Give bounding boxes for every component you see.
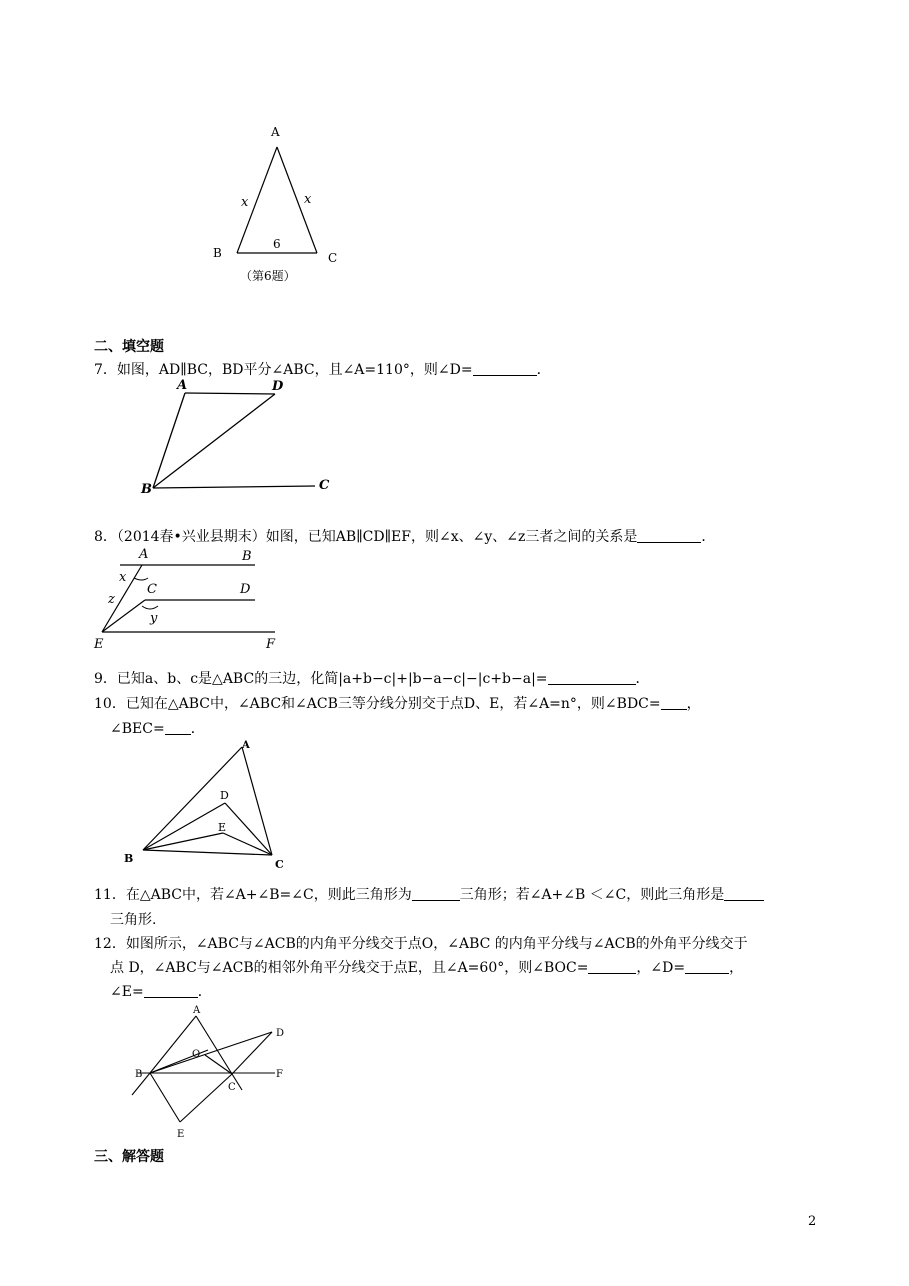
label-a: A: [193, 1005, 201, 1016]
figure-q10: [120, 735, 300, 875]
label-f: F: [276, 1069, 283, 1080]
label-x-right: x: [304, 192, 312, 207]
segment-co: [205, 1055, 232, 1074]
question-12-line2: 点 D，∠ABC与∠ACB的相邻外角平分线交于点E，且∠A=60°，则∠BOC= ，∠D= ，: [110, 960, 744, 976]
label-b: B: [242, 549, 252, 564]
segment-bd: [143, 803, 225, 850]
label-b: B: [135, 1069, 143, 1080]
figure-q8: [90, 542, 290, 654]
label-c: C: [228, 1082, 236, 1093]
q8-text: 8．（2014春•兴业县期末）如图，已知AB∥CD∥EF，则∠x、∠y、∠z三者之间的关系是: [94, 529, 638, 545]
q9-text: 9．已知a、b、c是△ABC的三边，化简|a+b−c|+|b−a−c|−|c+b−a|=: [94, 671, 548, 687]
label-b: B: [213, 246, 222, 260]
question-12-line3: ∠E= ．: [110, 984, 212, 1000]
q12-boc-blank[interactable]: [588, 959, 636, 974]
page-number: 2: [808, 1214, 817, 1229]
segment-ab: [153, 393, 185, 488]
q12-e-blank[interactable]: [144, 983, 198, 998]
label-c: C: [328, 251, 338, 265]
segment-ce: [180, 1074, 232, 1122]
section-title-solutions: 三、解答题: [94, 1149, 164, 1165]
label-a: A: [139, 547, 149, 562]
q10-bec-blank[interactable]: [165, 720, 191, 735]
question-7: 7．如图，AD∥BC，BD平分∠ABC，且∠A=110°，则∠D= ．: [94, 362, 551, 378]
segment-ce: [223, 833, 272, 855]
label-d: D: [276, 1028, 285, 1039]
segment-bc: [153, 486, 315, 488]
question-11-line1: 11．在△ABC中，若∠A+∠B=∠C，则此三角形为 三角形；若∠A+∠B ＜∠C，则此三角形是: [94, 885, 764, 905]
label-e: E: [218, 821, 227, 834]
q7-answer-blank[interactable]: [473, 361, 537, 376]
label-c: C: [275, 858, 284, 871]
segment-ac: [196, 1016, 232, 1074]
figure-q12: [120, 1000, 300, 1145]
segment-bd: [150, 1032, 272, 1073]
label-z: z: [108, 592, 115, 607]
label-e: E: [177, 1129, 185, 1140]
label-base: 6: [273, 237, 281, 251]
segment-be: [150, 1073, 180, 1122]
segment-bc: [143, 850, 272, 855]
q10-text: 10．已知在△ABC中，∠ABC和∠ACB三等分线分别交于点D、E，若∠A=n°，则∠BDC=: [94, 696, 661, 712]
label-a: A: [271, 125, 280, 139]
label-c: C: [147, 582, 157, 597]
question-10-line1: 10．已知在△ABC中，∠ABC和∠ACB三等分线分别交于点D、E，若∠A=n°，则∠BDC= ，: [94, 696, 701, 712]
label-b: B: [141, 482, 152, 497]
question-12-line1: 12．如图所示，∠ABC与∠ACB的内角平分线交于点O，∠ABC 的内角平分线与∠ACB的外角平分线交于: [94, 936, 748, 952]
q7-text: 7．如图，AD∥BC，BD平分∠ABC，且∠A=110°，则∠D=: [94, 362, 473, 378]
label-y: y: [150, 611, 158, 626]
q12-d-blank[interactable]: [685, 959, 729, 974]
label-d: D: [240, 582, 251, 597]
figure-q6: [200, 120, 360, 290]
label-f: F: [266, 637, 276, 652]
caption-q6: （第6题）: [240, 269, 296, 283]
label-c: C: [319, 478, 330, 493]
label-x-left: x: [241, 195, 249, 210]
label-e: E: [94, 637, 104, 652]
q10-bdc-blank[interactable]: [661, 695, 687, 710]
question-10-line2: ∠BEC= ．: [110, 721, 205, 737]
angle-y-arc: [142, 606, 158, 609]
label-a: A: [242, 740, 250, 751]
label-d: D: [272, 379, 284, 394]
question-9: 9．已知a、b、c是△ABC的三边，化简|a+b−c|+|b−a−c|−|c+b−a|= ．: [94, 671, 650, 687]
q11-blank-2[interactable]: [724, 886, 764, 901]
question-11-line2: 三角形.: [110, 912, 157, 928]
label-d: D: [220, 789, 229, 802]
section-title-fill-blank: 二、填空题: [94, 339, 164, 355]
q9-answer-blank[interactable]: [548, 670, 636, 685]
figure-q7: [135, 375, 345, 500]
segment-bd: [153, 394, 275, 488]
label-b: B: [124, 852, 134, 865]
q11-blank-1[interactable]: [412, 886, 460, 901]
angle-x-arc: [134, 578, 148, 580]
label-a: A: [177, 378, 188, 393]
question-8: 8．（2014春•兴业县期末）如图，已知AB∥CD∥EF，则∠x、∠y、∠z三者之间的关系是 ．: [94, 529, 716, 545]
segment-ad: [185, 393, 275, 394]
label-o: O: [192, 1049, 201, 1060]
q8-answer-blank[interactable]: [637, 528, 701, 543]
label-x: x: [119, 570, 127, 585]
segment-be: [143, 833, 223, 850]
